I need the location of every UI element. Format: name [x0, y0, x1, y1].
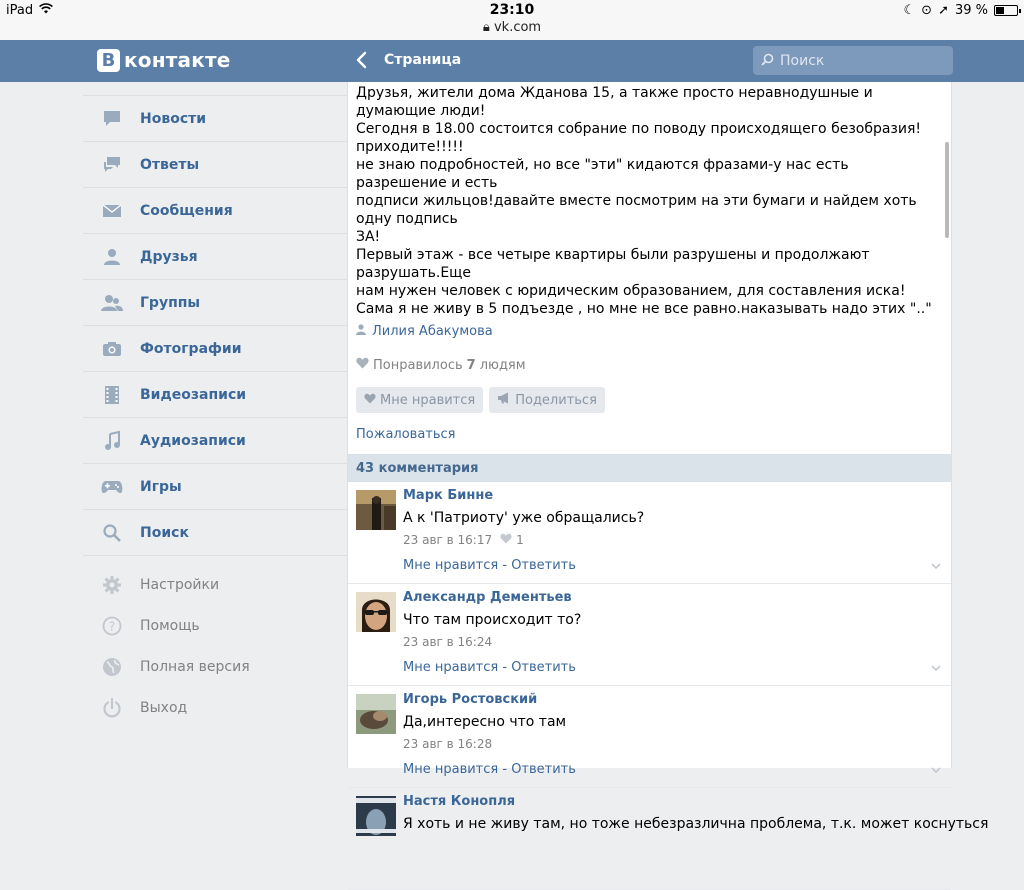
rotation-lock-icon: ⊙ — [921, 3, 933, 18]
globe-icon — [83, 657, 140, 677]
post-line: Друзья, жители дома Жданова 15, а также просто неравнодушные и думающие люди! — [356, 85, 873, 119]
post-line: приходите!!!!! — [356, 139, 464, 155]
top-header — [0, 40, 1024, 82]
comment-reply-link[interactable]: Ответить — [511, 762, 576, 777]
sidebar-item-news[interactable] — [83, 96, 347, 142]
vk-logo[interactable] — [97, 48, 231, 72]
chevron-down-icon[interactable] — [929, 558, 943, 572]
comment-actions-separator: - — [498, 660, 512, 675]
film-icon — [83, 386, 140, 404]
comment-reply-link[interactable]: Ответить — [511, 660, 576, 675]
comment-date: 23 авг в 16:24 — [403, 635, 493, 649]
comment-author[interactable]: Александр Дементьев — [403, 590, 572, 605]
likes-count: 7 — [466, 357, 476, 373]
comment-author[interactable]: Игорь Ростовский — [403, 692, 538, 707]
search-input[interactable] — [780, 53, 940, 69]
sidebar-divider — [83, 82, 347, 96]
comment-likes-count: 1 — [516, 533, 524, 547]
likes-summary[interactable] — [348, 357, 951, 373]
post-line: нам нужен человек с юридическим образованием, для составления иска! — [356, 283, 906, 299]
search-icon — [761, 51, 774, 70]
back-chevron-icon[interactable] — [352, 49, 376, 73]
comment-like-link[interactable]: Мне нравится — [403, 558, 499, 573]
messages-icon — [83, 204, 140, 218]
camera-icon — [83, 341, 140, 357]
battery-icon — [994, 5, 1018, 16]
sidebar-item-friends[interactable] — [83, 234, 347, 280]
news-icon — [83, 110, 140, 128]
avatar[interactable] — [356, 796, 396, 836]
comment-reply-link[interactable]: Ответить — [511, 558, 576, 573]
comment-likes[interactable] — [500, 533, 524, 547]
sidebar-item-full-version[interactable] — [83, 646, 347, 687]
avatar[interactable] — [356, 694, 396, 734]
gamepad-icon — [83, 480, 140, 494]
moon-icon: ☾ — [903, 3, 916, 18]
avatar[interactable] — [356, 490, 396, 530]
post-line: Сама я не живу в 5 подъезде , но мне не все равно.наказывать надо этих ".." — [356, 301, 932, 317]
sidebar-item-label: Помощь — [140, 617, 200, 634]
sidebar-item-label: Настройки — [140, 576, 220, 593]
sidebar-item-label: Выход — [140, 699, 188, 716]
comment-date: 23 авг в 16:28 — [403, 737, 493, 751]
chevron-down-icon[interactable] — [929, 660, 943, 674]
sidebar — [83, 82, 347, 728]
post-actions — [348, 387, 951, 413]
sidebar-item-photos[interactable] — [83, 326, 347, 372]
location-icon: ➚ — [938, 3, 949, 18]
logo-text: контакте — [124, 48, 231, 72]
comment-text: А к 'Патриоту' уже обращались? — [403, 510, 645, 526]
main-content — [347, 82, 989, 832]
music-note-icon — [83, 432, 140, 450]
comment-date: 23 авг в 16:17 — [403, 533, 493, 547]
search-box[interactable] — [753, 46, 953, 75]
comment-meta — [403, 737, 492, 751]
comments-count-header: 43 комментария — [348, 454, 951, 482]
share-button[interactable] — [489, 387, 605, 413]
battery-fill — [996, 7, 1004, 14]
heart-icon — [356, 357, 369, 373]
search-icon — [83, 524, 140, 542]
post-text — [348, 82, 951, 318]
sidebar-item-games[interactable] — [83, 464, 347, 510]
person-icon — [356, 324, 366, 339]
comment-like-link[interactable]: Мне нравится — [403, 660, 499, 675]
sidebar-item-videos[interactable] — [83, 372, 347, 418]
gear-icon — [83, 575, 140, 595]
logo-letter: В — [97, 49, 120, 72]
sidebar-item-groups[interactable] — [83, 280, 347, 326]
comment-actions-separator: - — [498, 762, 512, 777]
sidebar-item-search[interactable] — [83, 510, 347, 556]
heart-icon — [364, 393, 376, 408]
scrollbar[interactable] — [945, 142, 949, 238]
megaphone-icon — [497, 392, 511, 408]
sidebar-item-audio[interactable] — [83, 418, 347, 464]
comment-actions-separator: - — [498, 558, 512, 573]
ios-status-bar — [0, 0, 1024, 40]
replies-icon — [83, 156, 140, 174]
help-icon — [83, 616, 140, 636]
lock-icon: 🔒︎ — [482, 20, 490, 35]
comment-actions — [403, 660, 576, 675]
svg-text:?: ? — [108, 619, 115, 633]
post-author-name: Лилия Абакумова — [372, 324, 493, 339]
sidebar-item-messages[interactable] — [83, 188, 347, 234]
comment-author[interactable]: Марк Бинне — [403, 488, 494, 503]
likes-prefix: Понравилось — [373, 357, 463, 373]
page-title: Страница — [384, 52, 462, 68]
sidebar-item-label: Новости — [140, 110, 207, 127]
sidebar-item-label: Аудиозаписи — [140, 432, 246, 449]
sidebar-item-replies[interactable] — [83, 142, 347, 188]
like-button-label: Мне нравится — [380, 392, 476, 408]
battery-percent: 39 % — [954, 3, 988, 18]
post-line: ЗА! — [356, 229, 381, 245]
sidebar-item-label: Полная версия — [140, 658, 250, 675]
comment-actions — [403, 762, 576, 777]
post-author-link[interactable] — [348, 324, 951, 339]
report-link[interactable]: Пожаловаться — [356, 427, 456, 442]
post-line: не знаю подробностей, но все "эти" кидаются фразами-у нас есть разрешение и есть — [356, 157, 849, 191]
sidebar-item-label: Группы — [140, 294, 201, 311]
power-icon — [83, 698, 140, 718]
comment-text: Да,интересно что там — [403, 714, 567, 730]
comment-author[interactable]: Настя Конопля — [403, 794, 516, 809]
groups-icon — [83, 294, 140, 312]
status-right — [904, 3, 1019, 18]
comment-item — [348, 482, 951, 584]
comment-meta — [403, 635, 492, 649]
sidebar-item-label: Игры — [140, 478, 182, 495]
comment-text: Я хоть и не живу там, но тоже небезразлична проблема, т.к. может коснуться — [403, 816, 989, 832]
chevron-down-icon[interactable] — [929, 762, 943, 776]
heart-icon — [500, 533, 512, 547]
sidebar-item-label: Ответы — [140, 156, 200, 173]
post-line: Первый этаж - все четыре квартиры были разрушены и продолжают разрушать.Еще — [356, 247, 870, 281]
share-button-label: Поделиться — [515, 392, 597, 408]
sidebar-item-logout[interactable] — [83, 687, 347, 728]
post-line: Сегодня в 18.00 состоится собрание по поводу происходящего безобразия! — [356, 121, 922, 137]
avatar[interactable] — [356, 592, 396, 632]
sidebar-item-label: Поиск — [140, 524, 189, 541]
sidebar-item-help[interactable] — [83, 605, 347, 646]
sidebar-item-label: Фотографии — [140, 340, 242, 357]
comment-meta — [403, 533, 524, 547]
comment-like-link[interactable]: Мне нравится — [403, 762, 499, 777]
likes-suffix: людям — [479, 357, 526, 373]
clock: 23:10 — [489, 2, 535, 18]
like-button[interactable] — [356, 387, 483, 413]
device-label: iPad — [6, 3, 34, 18]
comment-actions — [403, 558, 576, 573]
sidebar-item-settings[interactable] — [83, 564, 347, 605]
url-text: vk.com — [493, 20, 542, 35]
comment-item — [348, 788, 989, 890]
sidebar-item-label: Видеозаписи — [140, 386, 247, 403]
sidebar-item-label: Сообщения — [140, 202, 233, 219]
comment-item — [348, 584, 951, 686]
comment-item — [348, 686, 951, 788]
sidebar-item-label: Друзья — [140, 248, 198, 265]
friends-icon — [83, 248, 140, 266]
comment-text: Что там происходит то? — [403, 612, 582, 628]
post-line: подписи жильцов!давайте вместе посмотрим на эти бумаги и найдем хоть одну подпись — [356, 193, 917, 227]
url-bar[interactable] — [0, 20, 1024, 35]
